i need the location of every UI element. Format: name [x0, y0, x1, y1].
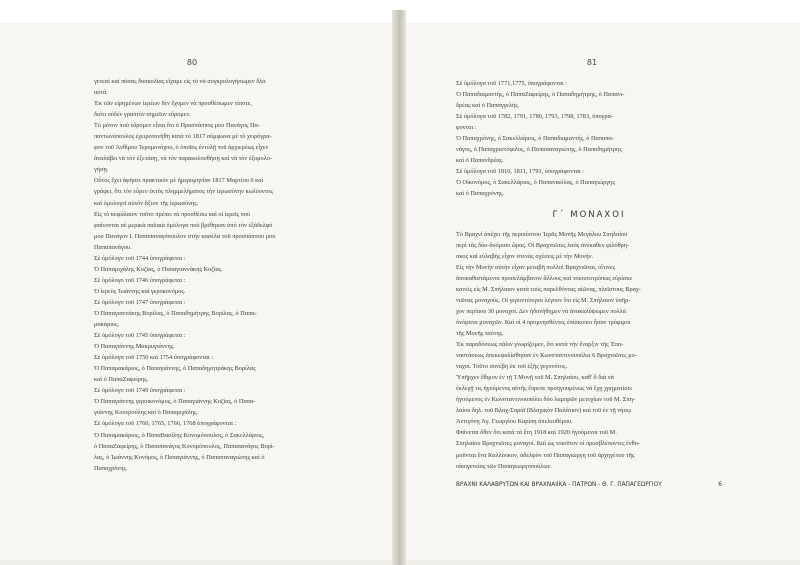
text-line: Ὁ Οἰκονόμος, ὁ Σακελλάριος, ὁ Παπανικόλας, ὁ Παπαγιώργης — [456, 179, 615, 187]
text-line: σκος καὶ εὐλαβὴς εἶχον στενὰς σχέσεις μὲ τὴν Μονήν. — [456, 252, 594, 260]
text-line: ἐκλεγῇ τις ἡγούμενος αὐτῆς ἔπρεπε προηγουμένως νὰ ἔχῃ χρηματίσει — [456, 385, 632, 393]
text-line: Σὲ ὁμόλογα τοῦ 1750 καὶ 1754 ὑπογράφονται : — [94, 354, 213, 362]
text-line: φονται : — [456, 124, 477, 132]
text-line: Σὲ ὁμόλογο τοῦ 1749 ὑπογράφεται : — [94, 387, 186, 395]
text-line: περὶ τὰς δύο-δυόμισυ ὥρας. Οἱ Βραχνιῶτες λαὸς ἀνέκαθεν φιλόθρη- — [456, 241, 630, 249]
text-line: Σπηλαίου Βραχνιῶτες μοναχοί. Καὶ ὡς τοιοῦτον οἱ προσβλέποντες ἐνθυ- — [456, 440, 640, 448]
text-line: Ὁ Παπαγιάννης γεροικονόμος, ὁ Παπαγιάννης Κοζίας, ὁ Παπα- — [94, 398, 256, 406]
text-line: μακάριος. — [94, 321, 120, 329]
text-line: χον περίπου 30 μοναχοί. Δὲν ἠδυνήθημεν νὰ ἀνακαλύψωμεν πολλὰ — [456, 307, 627, 315]
text-line: ἀποκαθιστάμενοι προσελάμβανον ἄλλους καὶ τοιουτοτρόπως εὑρίσκε — [456, 274, 633, 282]
text-line: γενεαὶ καὶ πόσας δυσκολίας εἴχαμε εἰς τὸ νὰ συγκρολογήσωμεν δλα — [94, 78, 266, 85]
text-line: δρέας καὶ ὁ Παπαγγελής. — [456, 102, 520, 110]
text-line: Σὲ ὁμόλογα τοῦ 1760, 1765, 1766, 1768 ὑπογράφονται : — [94, 420, 237, 428]
text-line: νάγος, ὁ Παπαχριστόφιλος, ὁ Παπαπαναγιώτης, ὁ Παπαδημήτρης — [456, 146, 622, 154]
text-line: Ὁ Παπαχρόνης, ὁ Σακελλάριος, ὁ Παπαδιαμαντής, ὁ Παπαπα- — [456, 135, 614, 143]
page-number: 81 — [586, 58, 598, 67]
text-line: διότι οὐδὲν γραπτὸν σημεῖον εὕρομεν. — [94, 111, 191, 119]
text-line: φον τοῦ Ἀνθίμου Ἱερομονάχου, ὁ ὁποῖος ἐντολῇ τοῦ ἀρχιερέως εἶχεν — [94, 144, 269, 152]
text-line: καὶ ὁ Παπανδρέας. — [456, 157, 504, 165]
text-line: Ὁ Παπαμακάριος, ὁ ΠαπαΒασίλης Κονομόπουλος, ὁ Σακελλάριος, — [94, 431, 265, 439]
text-line: Σὲ ὁμόλογα τοῦ 1810, 1811, 1791, ὑπογράφονται : — [456, 168, 584, 176]
text-line: καὶ ὁ Παπαχρόνης. — [456, 190, 505, 198]
text-line: παντωνόπουλος ἐχειροτονήθη κατὰ τὸ 1817 σύμφωνα μὲ τὸ χειρόγρα- — [94, 133, 272, 141]
left-page-body — [94, 76, 354, 474]
text-line: Εἰς τὴν Μονὴν αὐτὴν εἶχαν μεταβῆ πολλοὶ Βραχνιῶται, οἵτινες — [456, 263, 616, 271]
text-line: Ὁ Παπαμιχάλης Κοζίας, ὁ Παπαγιαννάκης Κοζίας. — [94, 265, 223, 273]
text-line: ἀναλάβει νὰ τὸν ἐξετάσῃ, νὰ τὸν παρακολουθήσῃ καὶ νὰ τὸν ἐξομολο- — [94, 155, 273, 163]
text-line: λας, ὁ Ἰωάννης Κονόμος, ὁ Παπαγιάννης, ὁ Παπαπαναγιώτης καὶ ὁ — [94, 453, 265, 461]
text-line: Τὸ μόνον ποὺ εὕρομεν εἶναι ὅτι ὁ Προσπάππος μου Πανάγος Πα- — [94, 122, 260, 130]
right-page — [404, 22, 800, 560]
text-line: Σὲ ὁμόλογο τοῦ 1747 ὑπογράφεται : — [94, 298, 186, 306]
text-line: γράφει, ὅτι τὸν εὗρεν ἐκτὸς πλημμελήματος τὴν ἱερωσύνην κωλύοντος — [94, 188, 273, 196]
text-line: ναχοί. Τοῦτο συνέβη ἐκ τοῦ ἑξῆς γεγονότος. — [456, 363, 568, 371]
right-page-body — [456, 78, 722, 472]
footer-text: ΒΡΑΧΝΙ ΚΑΛΑΒΡΥΤΩΝ ΚΑΙ ΒΡΑΧΝΑΙΙΚΑ - ΠΑΤΡΩΝ - Θ. Γ. ΠΑΠΑΓΕΩΡΓΙΟΥ — [456, 482, 662, 488]
text-line: ὀνόματα μοναχῶν. Καὶ οἱ 4 προμνησθέντες ἐπίσκοποι ἦσαν τρόφιμοι — [456, 318, 631, 326]
text-line: Ἀντιγόνῃ Ἁγ. Γεωργίου Καρίπη ἀπελευθέρου. — [456, 418, 573, 426]
text-line: καὶ ὁμολογεῖ αὐτὸν ἄξιον τῆς ἱερωσύνης. — [94, 199, 199, 207]
text-line: αὐτά. — [94, 89, 108, 97]
text-line: Ὁ Παπαγιάννης Μακρυγιάννης. — [94, 343, 175, 351]
text-line: ναστάσεως ἀπεκεφαλίσθησαν ἐν Κωνσταντινουπόλει 6 Βραχνιῶτες μο- — [456, 352, 637, 360]
text-line: Σὲ ὁμόλογο τοῦ 1744 ὑπογράφεται : — [94, 254, 186, 262]
text-line: Παπαπανάγου. — [94, 243, 132, 251]
right-page-bottom-text — [456, 229, 722, 472]
text-line: Ὁ Παπαμακάριος, ὁ Παπαγιάννης, ὁ Παπαδημητράκης Βορίλας — [94, 365, 256, 373]
text-line: Εἰς τὸ κεφάλαιον τοῦτο πρέπει νὰ προσθέσω καὶ οἱ ἱερεῖς ποὺ — [94, 210, 251, 218]
text-line: Σὲ ὁμόλογο τοῦ 1746 ὑπογράφεται : — [94, 276, 186, 284]
page-number: 80 — [186, 58, 198, 67]
text-line: κανεὶς εἰς Μ. Σπήλαιον κατὰ τοὺς παρελθόντας αἰῶνας, πλεῖστους Βραχ- — [456, 285, 641, 293]
text-line: Σὲ ὁμόλογα τοῦ 1782, 1791, 1780, 1793, 1798, 1783, ὑπογρά- — [456, 113, 614, 121]
text-line: Ὑπῆρχεν ἔθιμον ἐν τῇ Ἱ Μονῇ τοῦ Μ. Σπηλαίου, καθ' ὃ διὰ νὰ — [456, 374, 614, 382]
section-heading: Γ΄ ΜΟΝΑΧΟΙ — [552, 209, 626, 220]
text-line: Παπαχρόνης. — [94, 464, 128, 472]
text-line: γιάννης Κουτρούλης καὶ ὁ Παπαμιχάλης. — [94, 409, 199, 417]
left-page — [0, 22, 396, 560]
book-gutter — [392, 10, 406, 565]
text-line: γήσῃ. — [94, 166, 109, 174]
text-line: ὁ ΠαπαΖαφείρης, ὁ Παπαπανάγος Κονομόπουλος, Παπαπανάγος Βορί- — [94, 442, 275, 450]
text-line: Ἐκ παραδόσεως πάλιν γνωρίζομεν, ὅτι κατὰ τὴν ἔναρξιν τῆς Ἐπα- — [456, 341, 624, 349]
right-page-top-text — [456, 78, 722, 200]
text-line: Ὁ ἱερεὺς Ἰωάννης καὶ γεροκονόμος. — [94, 287, 186, 295]
text-line: μου Πανάγον Ι. Παπαπαναγόπουλον στὴν κασέλα τοῦ προσπάππου μου — [94, 232, 276, 240]
text-line: Ὁ Παπαγιαννάκης Βορίλας, ὁ Παπαδημήτρης Βορίλας, ὁ Παπα- — [94, 309, 257, 317]
text-line: καὶ ὁ ΠαπαΖαφείρης. — [94, 376, 149, 384]
text-line: τῆς Μονῆς ταύτης. — [456, 329, 504, 337]
text-line: Σὲ ὁμόλογο τοῦ 1745 ὑπογράφεται : — [94, 332, 186, 340]
text-line: Σὲ ὁμόλογα τοῦ 1771,1775, ὑπογράφονται : — [456, 80, 567, 87]
text-line: Ἐκ τῶν εἰρημένων ἱερέων δὲν ἔχομεν νὰ προσθέσωμεν τίποτε, — [94, 100, 252, 108]
text-line: μοῦνται ἕνα Καλλίνικον, ἀδελφὸν τοῦ Παπαγιώργη τοῦ ἀρχηγέτου τῆς — [456, 451, 635, 459]
footer-signature-number: 6 — [718, 482, 722, 488]
text-line: ἡγούμενος ἐν Κωνσταντινουπόλει δύο λαμπρῶν μετοχίων τοῦ Μ. Σπη- — [456, 396, 636, 404]
text-line: νιῶτας μοναχούς. Οἱ γεροντότεροι λέγουν ὅτι εἰς Μ. Σπήλαιον ὑπῆρ- — [456, 296, 631, 304]
text-line: Φαίνεται ὅθεν ὅτι κατὰ τὰ ἔτη 1918 καὶ 1920 ἡγούμενοι τοῦ Μ. — [456, 429, 617, 437]
text-line: Οὗτος ἔχει ἀφήσει πρακτικὸν μὲ ἡμερομηνίαν 1817 Μαρτίου 6 καὶ — [94, 177, 264, 185]
text-line: Τὸ Βραχνὶ ἀπέχει τῆς περιπύστου Ἱερᾶς Μονῆς Μεγάλου Σπηλαίου — [456, 230, 628, 238]
text-line: οἰκογενείας τῶν Παπαγεωργοπούλων. — [456, 462, 552, 470]
text-line: φαίνονται σὲ μερικὰ παλαιὰ ὁμόλογα ποὺ βρέθηκαν ἀπὸ τὸν ἐξάδελφό — [94, 221, 273, 229]
page-footer — [456, 482, 722, 488]
text-line: Ὁ Παπαδιαμαντής, ὁ ΠαπαΖαφείρης, ὁ Παπαδημήτρης, ὁ Παπανι- — [456, 91, 625, 99]
text-line: λαίου δηλ. τοῦ Βλαχ-Σαρὰϊ (Βλαχικὸν Παλάτιον) καὶ τοῦ ἐν τῇ νήσῳ — [456, 407, 632, 415]
